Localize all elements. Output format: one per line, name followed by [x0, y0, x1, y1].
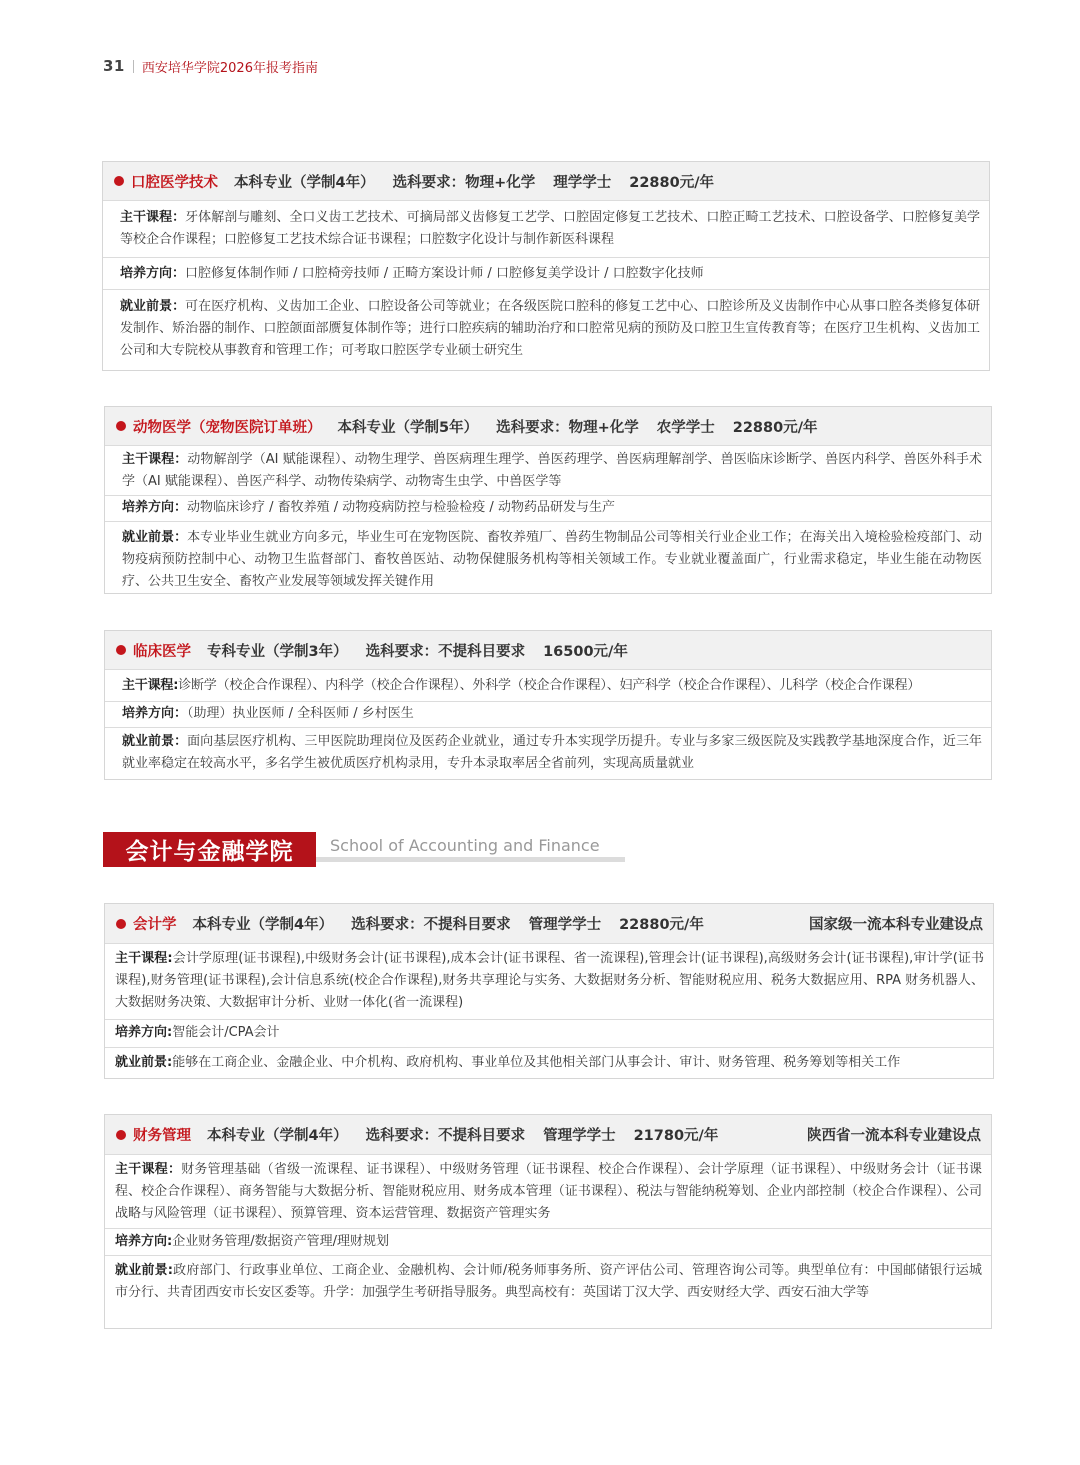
core-courses-text: 财务管理基础（省级一流课程、证书课程）、中级财务管理（证书课程、校企合作课程）、会计学原理（证书课程）、中级财务会计（证书课程、校企合作课程）、商务智能与大数据分析、智能财税应用、财务成本管理（证书课程）、税法与智能纳税筹划、企业内部控制（校企合作课程）、公司战略与风险管理（证书课程）、预算管理、资本运营管理、数据资产管理实务: [115, 1162, 982, 1221]
prospect-label: 就业前景：: [122, 734, 188, 749]
program-header: [105, 904, 993, 944]
prospect-text: 政府部门、行政事业单位、工商企业、金融机构、会计师/税务师事务所、资产评估公司、管理咨询公司等。典型单位有：中国邮储银行运城市分行、共青团西安市长安区委等。升学：加强学生考研指导服务。典型高校有：英国诺丁汉大学、西安财经大学、西安石油大学等: [115, 1263, 982, 1300]
direction-label: 培养方向：: [120, 266, 186, 281]
tuition-fee: 22880元/年: [629, 174, 714, 191]
program-name: 动物医学（宠物医院订单班）: [133, 419, 322, 436]
core-courses-text: 会计学原理(证书课程),中级财务会计(证书课程),成本会计(证书课程、省一流课程),管理会计(证书课程),高级财务会计(证书课程),审计学(证书课程),财务管理(证书课程),会计信息系统(校企合作课程),财务共享理论与实务、大数据财务分析、智能财税应用、税务大数据应用、RPA 财务机器人、大数据财务决策、大数据审计分析、业财一体化(省一流课程): [115, 951, 985, 1010]
subject-requirement: 选科要求：不提科目要求: [365, 1128, 526, 1144]
degree: 管理学学士: [543, 1128, 616, 1144]
prospect-row: [105, 522, 991, 596]
direction-row: [105, 1229, 991, 1256]
page-number: 31: [103, 57, 125, 75]
core-courses-label: 主干课程:: [115, 951, 173, 966]
direction-text: （助理）执业医师 / 全科医师 / 乡村医生: [187, 706, 414, 721]
prospect-text: 可在医疗机构、义齿加工企业、口腔设备公司等就业；在各级医院口腔科的修复工艺中心、口腔诊所及义齿制作中心从事口腔各类修复体研发制作、矫治器的制作、口腔颌面部赝复体制作等；进行口腔疾病的辅助治疗和口腔常见病的预防及口腔卫生宣传教育等；在医疗卫生机构、义齿加工公司和大专院校从事教育和管理工作；可考取口腔医学专业硕士研究生: [120, 299, 980, 358]
degree-type: 本科专业（学制4年）: [234, 174, 375, 191]
core-courses-row: [105, 446, 991, 496]
tuition-fee: 22880元/年: [619, 917, 704, 933]
program-card-clinical: [104, 630, 992, 780]
degree-type: 本科专业（学制4年）: [207, 1128, 348, 1144]
program-card-financial-mgmt: [104, 1114, 992, 1329]
degree: 管理学学士: [528, 917, 602, 933]
core-courses-label: 主干课程：: [120, 210, 186, 225]
degree-type: 本科专业（学制4年）: [192, 917, 334, 933]
direction-row: [105, 1020, 993, 1048]
program-card-accounting: [104, 903, 994, 1079]
prospect-row: [105, 728, 991, 778]
program-card-veterinary: [104, 406, 992, 594]
core-courses-row: [105, 944, 993, 1020]
degree-type: 本科专业（学制5年）: [337, 419, 479, 436]
direction-text: 企业财务管理/数据资产管理/理财规划: [172, 1234, 389, 1249]
direction-text: 口腔修复体制作师 / 口腔椅旁技师 / 正畸方案设计师 / 口腔修复美学设计 / 口腔数字化技师: [185, 266, 704, 281]
program-header: [103, 162, 989, 201]
core-courses-label: 主干课程：: [115, 1162, 182, 1177]
prospect-row: [105, 1048, 993, 1077]
direction-row: [105, 496, 991, 522]
direction-label: 培养方向：: [122, 500, 188, 515]
degree: 农学学士: [656, 419, 715, 436]
core-courses-row: [105, 1155, 991, 1229]
direction-row: [103, 258, 989, 290]
program-name: 会计学: [133, 917, 177, 933]
program-name: 临床医学: [133, 643, 191, 660]
bullet-dot-icon: [116, 421, 126, 431]
subject-requirement: 选科要求：不提科目要求: [365, 643, 526, 660]
prospect-label: 就业前景：: [122, 530, 188, 545]
core-courses-row: [103, 201, 989, 258]
bullet-dot-icon: [114, 176, 124, 186]
degree: 理学学士: [553, 174, 612, 191]
core-courses-text: 诊断学（校企合作课程）、内科学（校企合作课程）、外科学（校企合作课程）、妇产科学（校企合作课程）、儿科学（校企合作课程）: [178, 678, 921, 693]
bullet-dot-icon: [116, 919, 126, 929]
tuition-fee: 21780元/年: [633, 1128, 719, 1144]
direction-text: 动物临床诊疗 / 畜牧养殖 / 动物疫病防控与检验检疫 / 动物药品研发与生产: [187, 500, 615, 515]
subject-requirement: 选科要求：不提科目要求: [351, 917, 511, 933]
core-courses-label: 主干课程：: [122, 452, 188, 467]
prospect-label: 就业前景：: [120, 299, 186, 314]
prospect-text: 面向基层医疗机构、三甲医院助理岗位及医药企业就业，通过专升本实现学历提升。专业与多家三级医院及实践教学基地深度合作，近三年就业率稳定在较高水平，多名学生被优质医疗机构录用，专升本录取率居全省前列，实现高质量就业: [122, 734, 982, 771]
direction-label: 培养方向：: [122, 706, 188, 721]
direction-label: 培养方向:: [115, 1025, 173, 1040]
page-header: [103, 56, 318, 76]
core-courses-row: [105, 670, 991, 702]
college-underline: [316, 857, 625, 862]
bullet-dot-icon: [116, 645, 126, 655]
prospect-label: 就业前景:: [115, 1055, 173, 1070]
core-courses-text: 动物解剖学（AI 赋能课程）、动物生理学、兽医病理生理学、兽医药理学、兽医病理解剖学、兽医临床诊断学、兽医内科学、兽医外科手术学（AI 赋能课程）、兽医产科学、动物传染病学、动物寄生虫学、中兽医学等: [122, 452, 982, 489]
program-header: [105, 1115, 991, 1155]
core-courses-text: 牙体解剖与雕刻、全口义齿工艺技术、可摘局部义齿修复工艺学、口腔固定修复工艺技术、口腔正畸工艺技术、口腔设备学、口腔修复美学等校企合作课程；口腔修复工艺技术综合证书课程；口腔数字化设计与制作新医科课程: [120, 210, 980, 247]
program-header: [105, 407, 991, 446]
program-tag: 陕西省一流本科专业建设点: [807, 1128, 981, 1144]
program-card-oral-tech: [102, 161, 990, 371]
core-courses-label: 主干课程:: [122, 678, 179, 693]
direction-text: 智能会计/CPA会计: [172, 1025, 280, 1040]
subject-requirement: 选科要求：物理+化学: [392, 174, 536, 191]
program-header: [105, 631, 991, 670]
subject-requirement: 选科要求：物理+化学: [496, 419, 639, 436]
tuition-fee: 22880元/年: [732, 419, 818, 436]
prospect-text: 能够在工商企业、金融企业、中介机构、政府机构、事业单位及其他相关部门从事会计、审计、财务管理、税务筹划等相关工作: [172, 1055, 901, 1070]
direction-row: [105, 702, 991, 728]
degree-type: 专科专业（学制3年）: [207, 643, 348, 660]
program-name: 财务管理: [133, 1128, 191, 1144]
guide-title: 西安培华学院2026年报考指南: [141, 60, 318, 76]
tuition-fee: 16500元/年: [543, 643, 628, 660]
prospect-row: [105, 1256, 991, 1307]
prospect-label: 就业前景:: [115, 1263, 173, 1278]
program-name: 口腔医学技术: [131, 174, 218, 191]
college-name: 会计与金融学院: [103, 832, 316, 867]
direction-label: 培养方向:: [115, 1234, 173, 1249]
prospect-text: 本专业毕业生就业方向多元，毕业生可在宠物医院、畜牧养殖厂、兽药生物制品公司等相关行业企业工作；在海关出入境检验检疫部门、动物疫病预防控制中心、动物卫生监督部门、畜牧兽医站、动物保健服务机构等相关领域工作。专业就业覆盖面广，行业需求稳定，毕业生能在动物医疗、公共卫生安全、畜牧产业发展等领域发挥关键作用: [122, 530, 982, 589]
bullet-dot-icon: [116, 1130, 126, 1140]
program-tag: 国家级一流本科专业建设点: [809, 917, 983, 933]
prospect-row: [103, 290, 989, 365]
college-name-en: School of Accounting and Finance: [330, 836, 600, 855]
header-divider: [133, 60, 134, 73]
